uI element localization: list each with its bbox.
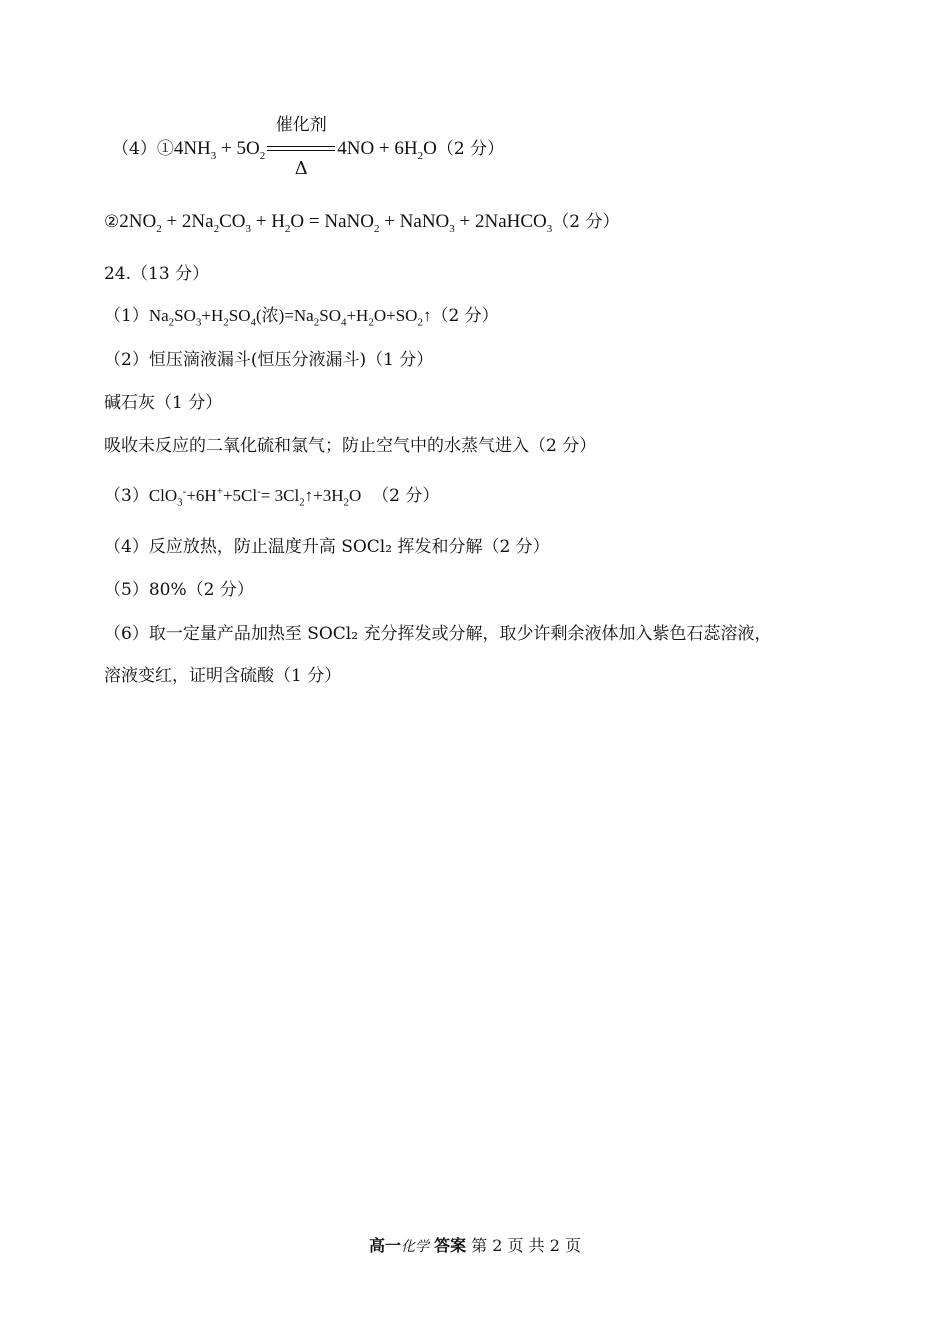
answer-24-2: （2）恒压滴液漏斗(恒压分液漏斗)（1 分） bbox=[104, 350, 434, 370]
answer-label: （3） bbox=[104, 486, 149, 506]
answer-24-6-line2: 溶液变红，证明含硫酸（1 分） bbox=[104, 666, 342, 686]
footer-title-subject: 化学 bbox=[401, 1239, 429, 1255]
answer-24-2-reagent: 碱石灰（1 分） bbox=[104, 393, 223, 413]
answer-label: （4）① bbox=[112, 139, 174, 159]
score: （2 分） bbox=[431, 306, 499, 326]
footer-title-grade: 高一 bbox=[368, 1236, 401, 1255]
answer-23-4-2 bbox=[104, 207, 620, 233]
catalyst-label: 催化剂 bbox=[275, 114, 327, 135]
equation-chlorine-generation: $ClO_3^-+6H^++5Cl^-= 3Cl_2↑+3H_2O$ bbox=[148, 485, 362, 509]
equation-nh3-oxidation-right: $4NO + 6H_2O$ bbox=[337, 138, 437, 162]
answer-24-4: （4）反应放热，防止温度升高 SOCl₂ 挥发和分解（2 分） bbox=[104, 537, 550, 557]
answer-23-4-1 bbox=[112, 114, 505, 179]
equation-no2-absorption: $2NO_2 + 2Na_2CO_3 + H_2O$ = NaNO$_2$ + NaNO$_3$ + 2NaHCO$_3$ bbox=[119, 211, 553, 235]
question-24-heading: 24.（13 分） bbox=[104, 264, 210, 284]
answer-24-3 bbox=[104, 481, 440, 509]
page-footer bbox=[0, 1233, 950, 1256]
equation-so2-preparation: $Na_2SO_3+H_2SO_4$(浓)$=Na_2SO_4+H_2O+SO_2↑$ bbox=[148, 306, 432, 329]
heat-symbol: Δ bbox=[294, 157, 308, 179]
score: （2 分） bbox=[552, 212, 620, 232]
answer-label: ② bbox=[104, 212, 120, 232]
answer-24-2-purpose: 吸收未反应的二氧化硫和氯气；防止空气中的水蒸气进入（2 分） bbox=[104, 436, 597, 456]
equals-sign bbox=[267, 146, 335, 151]
answer-24-1 bbox=[104, 301, 499, 329]
score: （2 分） bbox=[372, 486, 440, 506]
equation-nh3-oxidation-left: $4NH_3 + 5O_2$ bbox=[173, 138, 266, 162]
catalyst-arrow bbox=[267, 114, 335, 179]
answer-24-5: （5）80%（2 分） bbox=[104, 580, 254, 600]
answer-24-6-line1: （6）取一定量产品加热至 SOCl₂ 充分挥发或分解，取少许剩余液体加入紫色石蕊溶液， bbox=[104, 624, 772, 644]
score: （2 分） bbox=[436, 139, 505, 159]
answer-label: （1） bbox=[104, 306, 149, 326]
footer-title-answer: 答案 bbox=[434, 1236, 467, 1255]
footer-page-number: 第 2 页 共 2 页 bbox=[471, 1236, 581, 1255]
